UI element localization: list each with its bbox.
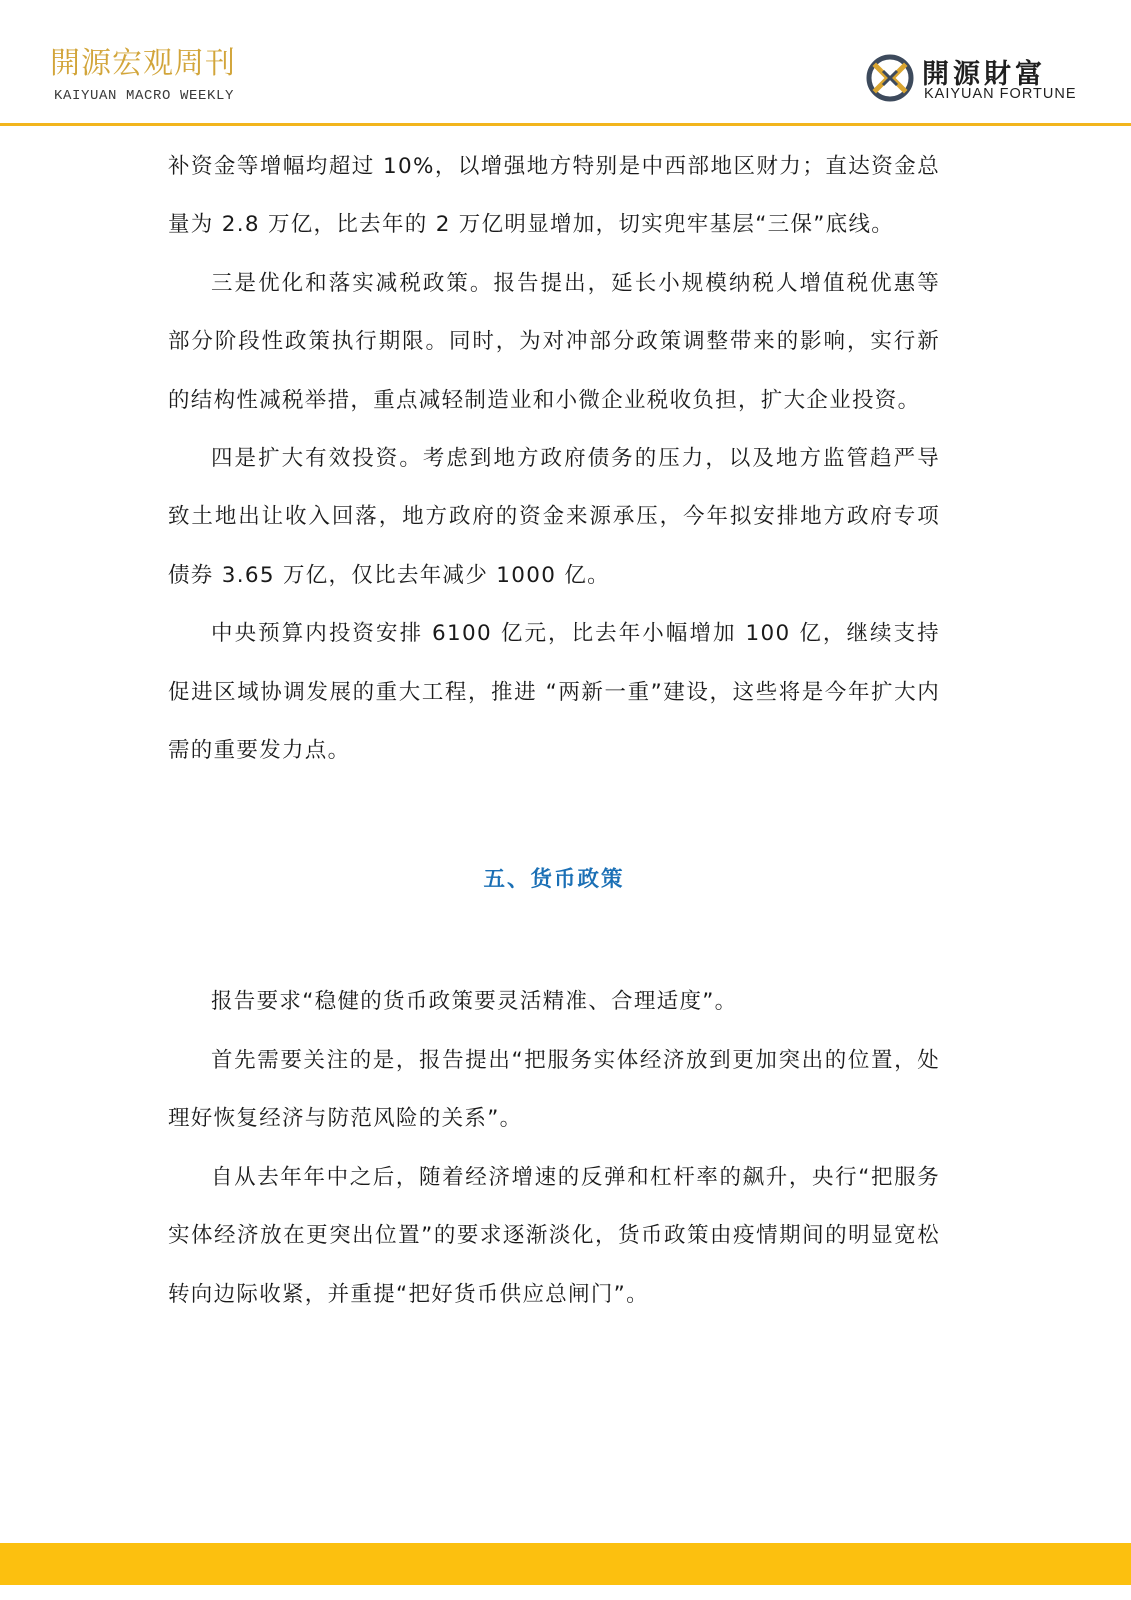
- publication-subtitle: KAIYUAN MACRO WEEKLY: [54, 88, 235, 104]
- page-header: [0, 0, 1131, 127]
- paragraph: 补资金等增幅均超过 10%，以增强地方特别是中西部地区财力；直达资金总量为 2.8 万亿，比去年的 2 万亿明显增加，切实兜牢基层“三保”底线。: [168, 154, 940, 238]
- logo-chinese-name: 開源財富: [922, 59, 1046, 90]
- paragraph: 中央预算内投资安排 6100 亿元，比去年小幅增加 100 亿，继续支持促进区域协调发展的重大工程，推进 “两新一重”建设，这些将是今年扩大内需的重要发力点。: [168, 621, 940, 764]
- logo-english-name: KAIYUAN FORTUNE: [924, 86, 1077, 102]
- paragraph: 三是优化和落实减税政策。报告提出，延长小规模纳税人增值税优惠等部分阶段性政策执行期限。同时，为对冲部分政策调整带来的影响，实行新的结构性减税举措，重点减轻制造业和小微企业税收负担，扩大企业投资。: [168, 270, 940, 413]
- footer-bar: [0, 1543, 1131, 1585]
- publication-title: 開源宏观周刊: [50, 46, 236, 81]
- header-divider: [0, 123, 1131, 126]
- paragraph: 四是扩大有效投资。考虑到地方政府债务的压力，以及地方监管趋严导致土地出让收入回落，地方政府的资金来源承压，今年拟安排地方政府专项债券 3.65 万亿，仅比去年减少 1000 亿。: [168, 446, 940, 588]
- section-heading-monetary-policy: 五、货币政策: [483, 867, 625, 893]
- logo-mark-icon: [866, 54, 914, 102]
- paragraph: 自从去年年中之后，随着经济增速的反弹和杠杆率的飙升，央行“把服务实体经济放在更突出位置”的要求逐渐淡化，货币政策由疫情期间的明显宽松转向边际收紧，并重提“把好货币供应总闸门”。: [168, 1164, 940, 1307]
- article-body: [168, 138, 940, 1324]
- kaiyuan-fortune-logo: [866, 48, 1106, 108]
- paragraph: 首先需要关注的是，报告提出“把服务实体经济放到更加突出的位置，处理好恢复经济与防范风险的关系”。: [168, 1047, 940, 1132]
- paragraph: 报告要求“稳健的货币政策要灵活精准、合理适度”。: [211, 989, 738, 1015]
